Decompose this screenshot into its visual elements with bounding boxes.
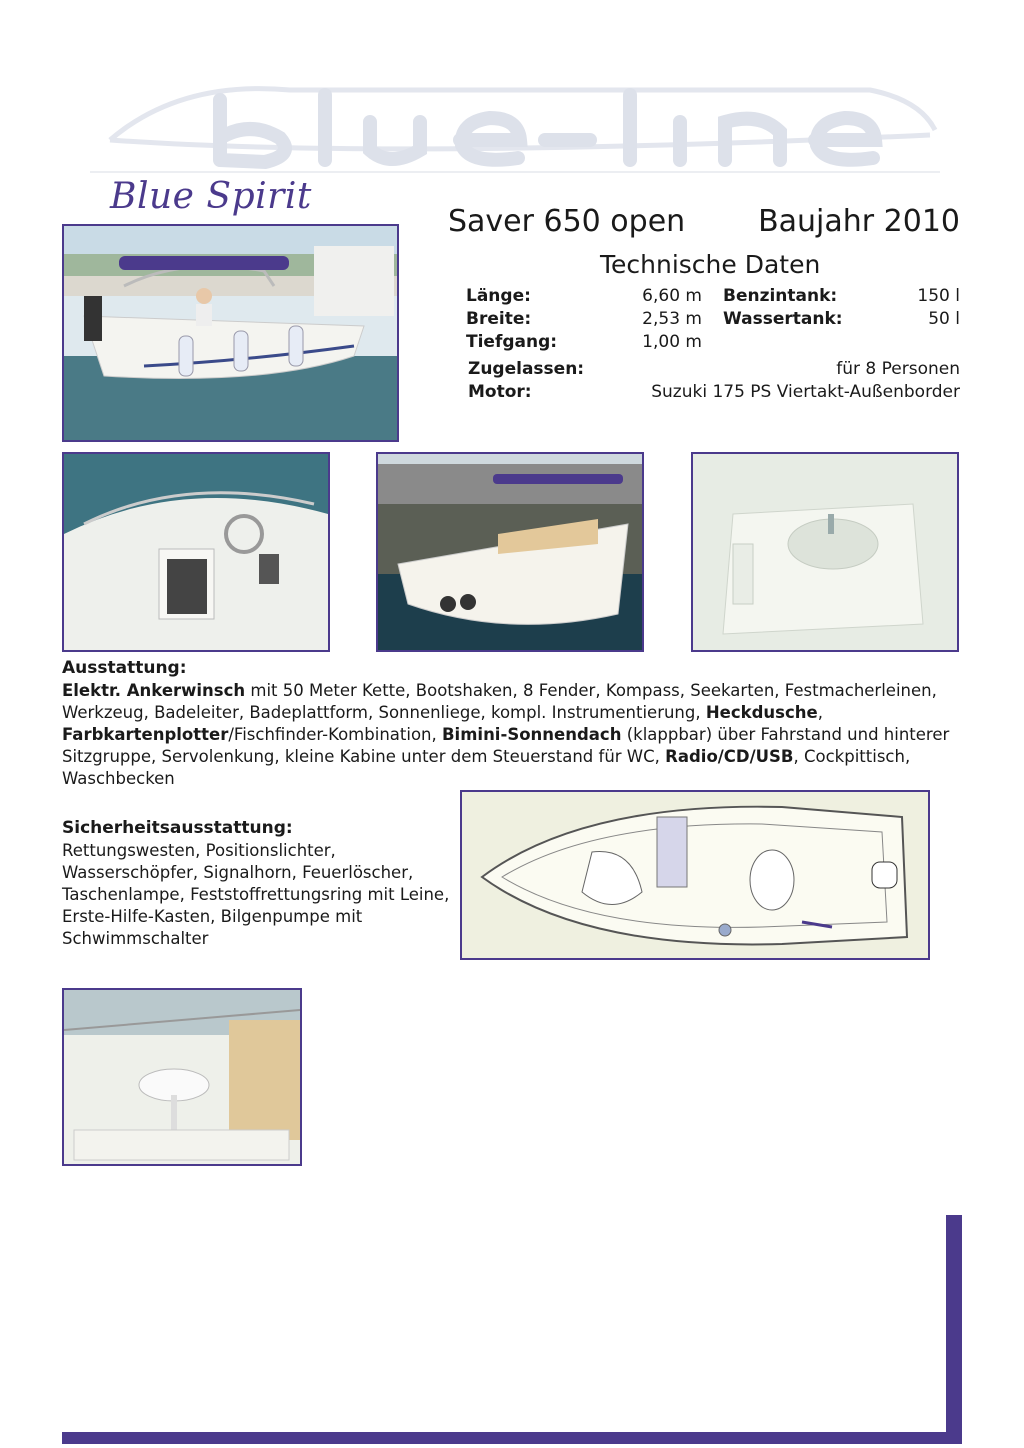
tech-data-heading: Technische Daten [600, 250, 821, 279]
boat-name-title: Blue Spirit [110, 176, 312, 217]
page-frame-right [946, 1215, 962, 1444]
safety-heading: Sicherheitsausstattung: [62, 818, 293, 838]
cockpit-table-photo [62, 988, 302, 1166]
equipment-bold-radio: Radio/CD/USB [665, 747, 794, 766]
draft-label: Tiefgang: [466, 332, 558, 352]
equipment-text-part: /Fischfinder-Kombination, [228, 725, 442, 744]
equipment-text-part: mit 50 Meter Kette, Bootshaken, 8 Fender, Kompass, Seekarten, Festmacherleinen, Werkzeug, Badeleiter, Badeplattform, Sonnenliege, kompl. Instrumentierung, [62, 681, 937, 722]
equipment-bold-shower: Heckdusche [705, 703, 818, 722]
equipment-text-part: (klappbar) über Fahrstand und hinterer Sitzgruppe, Servolenkung, kleine Kabine unter dem Steuerstand für WC, [62, 725, 950, 766]
draft-value: 1,00 m [642, 332, 702, 352]
blue-line-logo-watermark [90, 60, 940, 175]
boat-marina-photo [376, 452, 644, 652]
year-heading: Baujahr 2010 [758, 204, 960, 239]
equipment-bold-bimini: Bimini-Sonnendach [441, 725, 622, 744]
motor-label: Motor: [468, 382, 532, 402]
page-frame-bottom [62, 1432, 962, 1444]
equipment-bold-anchor-winch: Elektr. Ankerwinsch [62, 681, 246, 700]
water-tank-value: 50 l [928, 309, 960, 329]
main-boat-photo [62, 224, 399, 442]
beam-value: 2,53 m [642, 309, 702, 329]
equipment-text-part: , Cockpittisch, Waschbecken [62, 747, 911, 788]
equipment-bold-plotter: Farbkartenplotter [62, 725, 229, 744]
washbasin-photo [691, 452, 959, 652]
equipment-text [62, 680, 952, 790]
length-label: Länge: [466, 286, 531, 306]
equipment-text-part: , [817, 703, 823, 722]
equipment-heading: Ausstattung: [62, 658, 187, 678]
approved-value: für 8 Personen [836, 359, 960, 379]
safety-text: Rettungswesten, Positionslichter, Wasserschöpfer, Signalhorn, Feuerlöscher, Taschenlampe, Feststoffrettungsring mit Leine, Erste-Hilfe-Kasten, Bilgenpumpe mit Schwimmschalter [62, 841, 450, 948]
water-tank-label: Wassertank: [723, 309, 843, 329]
fuel-tank-value: 150 l [917, 286, 960, 306]
beam-label: Breite: [466, 309, 532, 329]
helm-photo [62, 452, 330, 652]
fuel-tank-label: Benzintank: [723, 286, 838, 306]
approved-label: Zugelassen: [468, 359, 585, 379]
deck-plan-drawing [460, 790, 930, 960]
length-value: 6,60 m [642, 286, 702, 306]
model-heading: Saver 650 open [448, 204, 686, 239]
motor-value: Suzuki 175 PS Viertakt-Außenborder [651, 382, 960, 402]
